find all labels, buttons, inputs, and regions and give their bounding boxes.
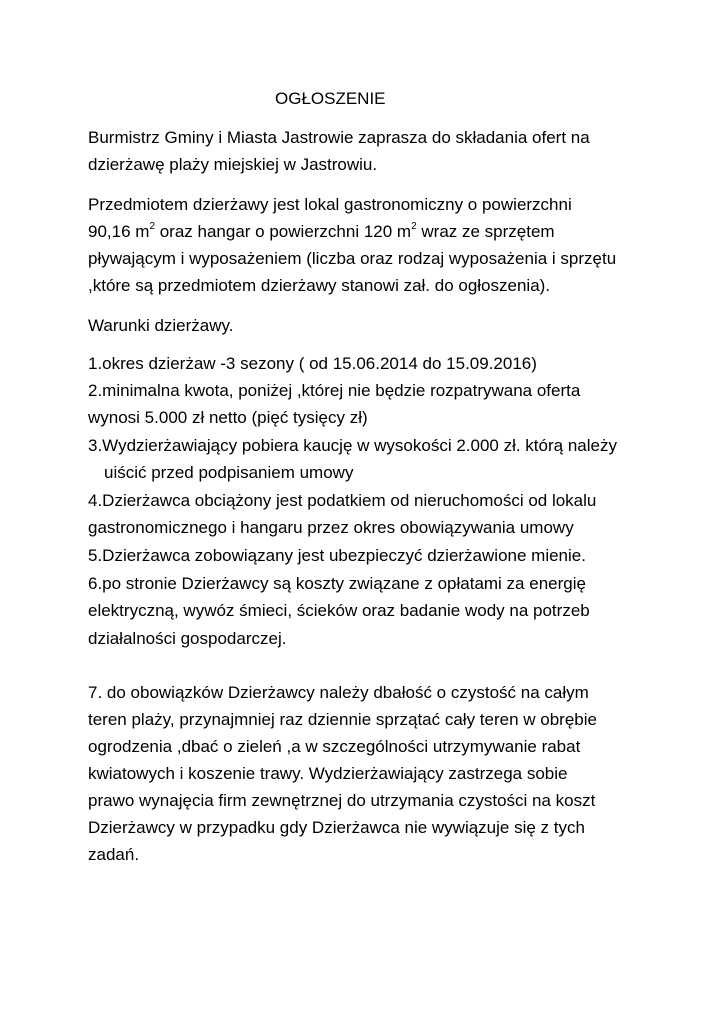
- condition-line: 3.Wydzierżawiający pobiera kaucję w wysokości 2.000 zł. którą należy: [88, 436, 617, 455]
- conditions-heading: Warunki dzierżawy.: [88, 316, 234, 335]
- condition-line: 6.po stronie Dzierżawcy są koszty związane z opłatami za energię: [88, 574, 586, 593]
- intro-line-1: Burmistrz Gminy i Miasta Jastrowie zaprasza do składania ofert na: [88, 128, 590, 147]
- superscript-2: 2: [411, 221, 417, 233]
- condition-line: działalności gospodarczej.: [88, 629, 287, 648]
- document-title: OGŁOSZENIE: [275, 89, 386, 108]
- subject-area-2: oraz hangar o powierzchni 120 m: [155, 222, 412, 241]
- condition-line: 5.Dzierżawca zobowiązany jest ubezpieczyć dzierżawione mienie.: [88, 546, 586, 565]
- condition-7-line: Dzierżawcy w przypadku gdy Dzierżawca nie wywiązuje się z tych: [88, 818, 585, 837]
- intro-line-2: dzierżawę plaży miejskiej w Jastrowiu.: [88, 155, 378, 174]
- condition-line: elektryczną, wywóz śmieci, ścieków oraz badanie wody na potrzeb: [88, 601, 590, 620]
- subject-line-4: ,które są przedmiotem dzierżawy stanowi zał. do ogłoszenia).: [88, 276, 551, 295]
- subject-line-1: Przedmiotem dzierżawy jest lokal gastronomiczny o powierzchni: [88, 195, 572, 214]
- condition-line: gastronomicznego i hangaru przez okres obowiązywania umowy: [88, 518, 574, 537]
- condition-line: 2.minimalna kwota, poniżej ,której nie będzie rozpatrywana oferta: [88, 381, 581, 400]
- subject-line-3: pływającym i wyposażeniem (liczba oraz rodzaj wyposażenia i sprzętu: [88, 249, 617, 268]
- condition-line: 1.okres dzierżaw -3 sezony ( od 15.06.2014 do 15.09.2016): [88, 354, 537, 373]
- condition-line: uiścić przed podpisaniem umowy: [104, 463, 354, 482]
- condition-line: 4.Dzierżawca obciążony jest podatkiem od nieruchomości od lokalu: [88, 491, 597, 510]
- subject-line-2: [88, 222, 555, 242]
- condition-7-line: kwiatowych i koszenie trawy. Wydzierżawiający zastrzega sobie: [88, 764, 568, 783]
- condition-line: wynosi 5.000 zł netto (pięć tysięcy zł): [88, 408, 368, 427]
- condition-7-line: prawo wynajęcia firm zewnętrznej do utrzymania czystości na koszt: [88, 791, 596, 810]
- condition-7-line: 7. do obowiązków Dzierżawcy należy dbałość o czystość na całym: [88, 683, 589, 702]
- subject-area-1: 90,16 m: [88, 222, 150, 241]
- condition-7-line: ogrodzenia ,dbać o zieleń ,a w szczególności utrzymywanie rabat: [88, 737, 581, 756]
- superscript-1: 2: [149, 221, 155, 233]
- condition-7-line: zadań.: [88, 845, 140, 864]
- subject-equipment: wraz ze sprzętem: [416, 222, 555, 241]
- condition-7-line: teren plaży, przynajmniej raz dziennie sprzątać cały teren w obrębie: [88, 710, 597, 729]
